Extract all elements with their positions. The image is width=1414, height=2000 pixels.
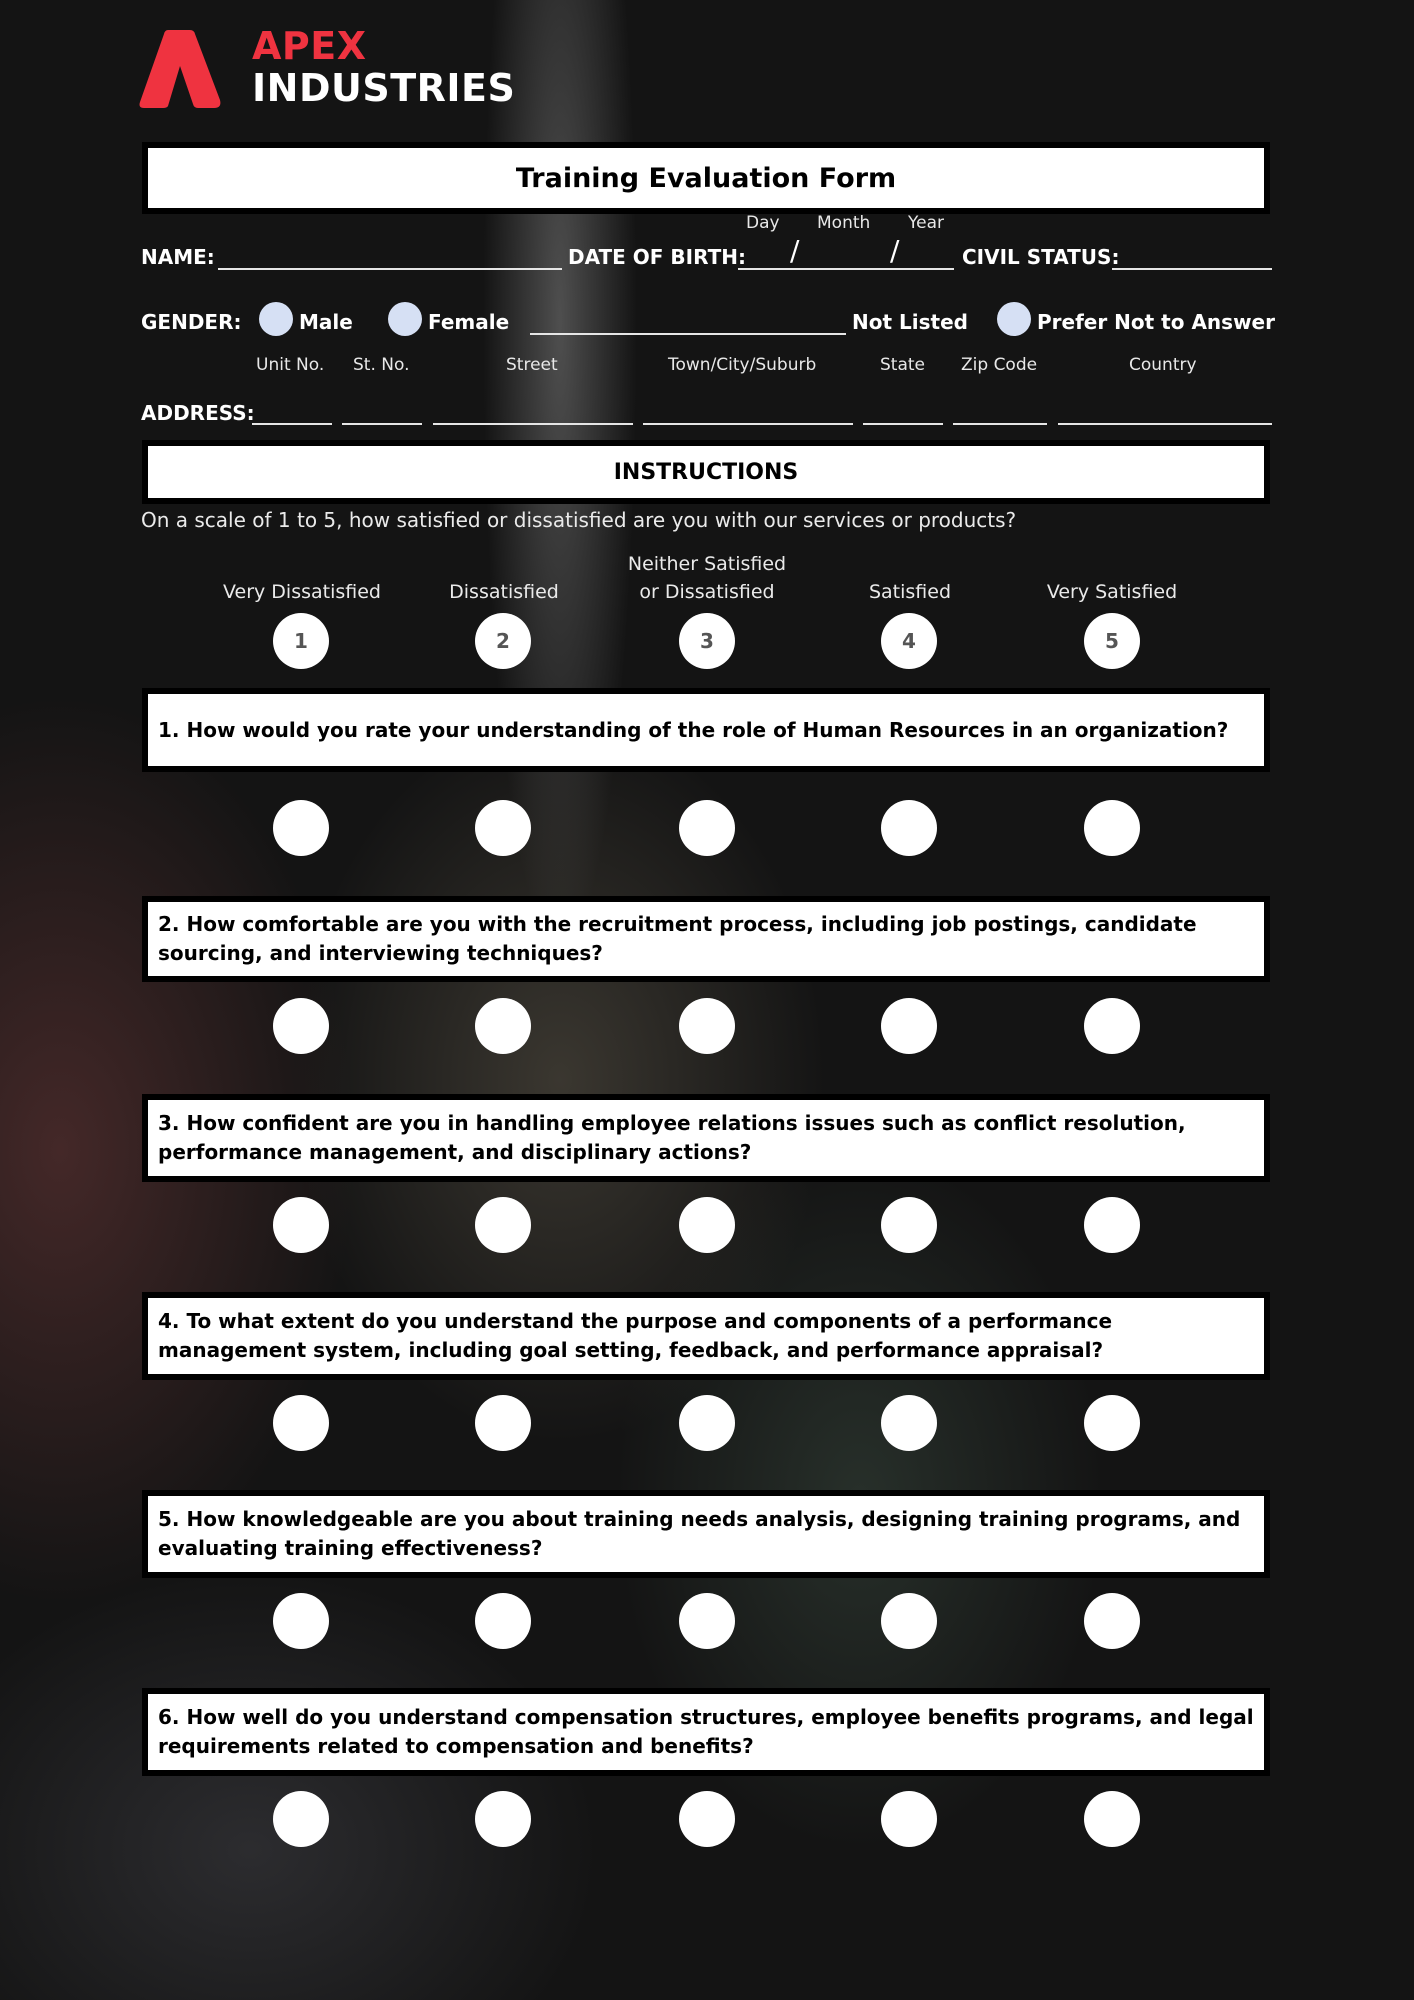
logo-icon xyxy=(138,26,222,110)
gender-label: GENDER: xyxy=(141,310,242,334)
scale-number-4: 4 xyxy=(881,613,937,669)
dob-label: DATE OF BIRTH: xyxy=(568,245,746,269)
q4-option-1[interactable] xyxy=(273,1395,329,1451)
q5-option-2[interactable] xyxy=(475,1593,531,1649)
address-label: ADDRESS: xyxy=(141,401,255,425)
form-title-box xyxy=(142,142,1270,214)
gender-female-label: Female xyxy=(428,310,510,334)
gender-male-radio[interactable] xyxy=(259,302,293,336)
dob-separator-1: / xyxy=(790,234,800,267)
address-town-field[interactable] xyxy=(643,423,853,425)
q6-option-4[interactable] xyxy=(881,1791,937,1847)
question-5-text: 5. How knowledgeable are you about training needs analysis, designing training programs, and evaluating training effectiveness? xyxy=(148,1496,1264,1572)
q2-option-4[interactable] xyxy=(881,998,937,1054)
gender-male-label: Male xyxy=(299,310,353,334)
name-field[interactable] xyxy=(218,268,562,270)
question-2-text: 2. How comfortable are you with the recruitment process, including job postings, candidate sourcing, and interviewing techniques? xyxy=(148,902,1264,976)
address-country-label: Country xyxy=(1129,355,1197,375)
civil-status-label: CIVIL STATUS: xyxy=(962,245,1120,269)
dob-year-label: Year xyxy=(908,213,944,233)
address-unit-label: Unit No. xyxy=(256,355,325,375)
form-title: Training Evaluation Form xyxy=(148,148,1264,208)
civil-status-field[interactable] xyxy=(1112,268,1272,270)
question-1-box xyxy=(142,688,1270,772)
address-unit-field[interactable] xyxy=(252,423,332,425)
scale-label-1: Very Dissatisfied xyxy=(222,581,381,603)
question-2-box xyxy=(142,896,1270,982)
dob-field[interactable] xyxy=(738,268,954,270)
q1-option-5[interactable] xyxy=(1084,800,1140,856)
instructions-text: On a scale of 1 to 5, how satisfied or dissatisfied are you with our services or products? xyxy=(141,508,1017,532)
dob-month-label: Month xyxy=(817,213,871,233)
brand-name-line2: INDUSTRIES xyxy=(252,66,516,110)
q1-option-2[interactable] xyxy=(475,800,531,856)
address-street-label: Street xyxy=(506,355,558,375)
scale-number-1: 1 xyxy=(273,613,329,669)
address-stno-field[interactable] xyxy=(342,423,422,425)
question-6-box xyxy=(142,1688,1270,1776)
scale-label-3-line2: or Dissatisfied xyxy=(639,581,775,603)
dob-day-label: Day xyxy=(746,213,780,233)
question-4-box xyxy=(142,1292,1270,1380)
q6-option-2[interactable] xyxy=(475,1791,531,1847)
q2-option-2[interactable] xyxy=(475,998,531,1054)
address-zip-label: Zip Code xyxy=(961,355,1038,375)
q3-option-5[interactable] xyxy=(1084,1197,1140,1253)
address-country-field[interactable] xyxy=(1058,423,1272,425)
address-state-field[interactable] xyxy=(863,423,943,425)
scale-label-4: Satisfied xyxy=(868,581,952,603)
q2-option-1[interactable] xyxy=(273,998,329,1054)
gender-not-listed-label: Not Listed xyxy=(852,310,968,334)
question-5-box xyxy=(142,1490,1270,1578)
address-town-label: Town/City/Suburb xyxy=(668,355,817,375)
question-3-text: 3. How confident are you in handling employee relations issues such as conflict resolution, performance management, and disciplinary actions? xyxy=(148,1100,1264,1176)
scale-label-2: Dissatisfied xyxy=(449,581,559,603)
q6-option-3[interactable] xyxy=(679,1791,735,1847)
brand-name-line1: APEX xyxy=(252,24,367,68)
address-state-label: State xyxy=(880,355,925,375)
q5-option-1[interactable] xyxy=(273,1593,329,1649)
instructions-title: INSTRUCTIONS xyxy=(148,446,1264,498)
instructions-box xyxy=(142,440,1270,504)
scale-label-5: Very Satisfied xyxy=(1046,581,1178,603)
q3-option-1[interactable] xyxy=(273,1197,329,1253)
name-label: NAME: xyxy=(141,245,215,269)
address-stno-label: St. No. xyxy=(353,355,410,375)
q6-option-5[interactable] xyxy=(1084,1791,1140,1847)
gender-female-radio[interactable] xyxy=(388,302,422,336)
q4-option-5[interactable] xyxy=(1084,1395,1140,1451)
q4-option-3[interactable] xyxy=(679,1395,735,1451)
scale-label-3-line1: Neither Satisfied xyxy=(627,553,787,575)
q5-option-4[interactable] xyxy=(881,1593,937,1649)
q3-option-3[interactable] xyxy=(679,1197,735,1253)
q5-option-5[interactable] xyxy=(1084,1593,1140,1649)
q2-option-3[interactable] xyxy=(679,998,735,1054)
q1-option-4[interactable] xyxy=(881,800,937,856)
question-3-box xyxy=(142,1094,1270,1182)
q5-option-3[interactable] xyxy=(679,1593,735,1649)
question-6-text: 6. How well do you understand compensation structures, employee benefits programs, and legal requirements related to compensation and benefits? xyxy=(148,1694,1264,1770)
scale-number-5: 5 xyxy=(1084,613,1140,669)
q6-option-1[interactable] xyxy=(273,1791,329,1847)
gender-prefer-not-label: Prefer Not to Answer xyxy=(1037,310,1275,334)
q4-option-4[interactable] xyxy=(881,1395,937,1451)
question-1-text: 1. How would you rate your understanding of the role of Human Resources in an organization? xyxy=(148,694,1264,766)
address-zip-field[interactable] xyxy=(953,423,1047,425)
scale-number-2: 2 xyxy=(475,613,531,669)
q2-option-5[interactable] xyxy=(1084,998,1140,1054)
question-4-text: 4. To what extent do you understand the purpose and components of a performance management system, including goal setting, feedback, and performance appraisal? xyxy=(148,1298,1264,1374)
dob-separator-2: / xyxy=(890,234,900,267)
q3-option-4[interactable] xyxy=(881,1197,937,1253)
address-street-field[interactable] xyxy=(433,423,633,425)
gender-other-field[interactable] xyxy=(530,333,846,335)
q3-option-2[interactable] xyxy=(475,1197,531,1253)
scale-number-3: 3 xyxy=(679,613,735,669)
q4-option-2[interactable] xyxy=(475,1395,531,1451)
q1-option-3[interactable] xyxy=(679,800,735,856)
gender-prefer-not-radio[interactable] xyxy=(997,302,1031,336)
scale-label-3 xyxy=(607,550,807,606)
q1-option-1[interactable] xyxy=(273,800,329,856)
